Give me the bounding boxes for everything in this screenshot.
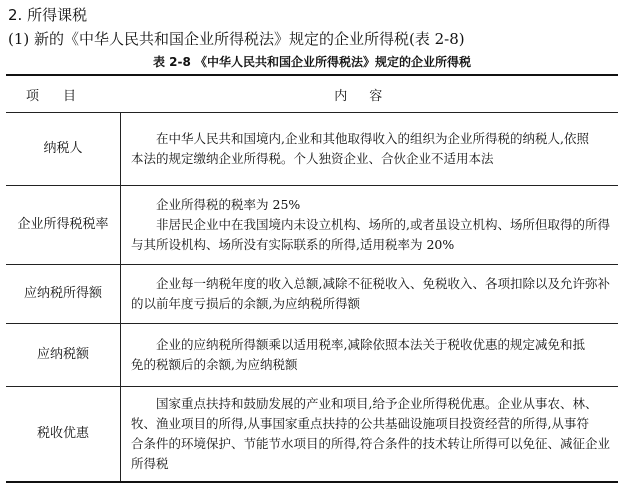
row-item-tax-payable: 应纳税额 [6, 324, 121, 387]
content-line: 合条件的环境保护、节能节水项目的所得,符合条件的技术转让所得可以免征、减征企业 [131, 436, 610, 451]
content-line: 国家重点扶持和鼓励发展的产业和项目,给予企业所得税优惠。企业从事农、林、 [156, 396, 598, 411]
header-item: 项目 [6, 75, 121, 113]
content-line: 在中华人民共和国境内,企业和其他取得收入的组织为企业所得税的纳税人,依照 [156, 131, 589, 146]
section-heading: 2. 所得课税 [8, 6, 88, 24]
table-row [6, 324, 618, 387]
row-content-tax-incentives [121, 387, 618, 483]
table-row [6, 387, 618, 483]
content-line: 的以前年度亏损后的余额,为应纳税所得额 [131, 296, 360, 311]
content-line: 本法的规定缴纳企业所得税。个人独资企业、合伙企业不适用本法 [131, 151, 494, 166]
row-item-tax-incentives: 税收优惠 [6, 387, 121, 483]
row-content-tax-payable [121, 324, 618, 387]
content-line: 企业每一纳税年度的收入总额,减除不征税收入、免税收入、各项扣除以及允许弥补 [156, 276, 610, 291]
content-line: 免的税额后的余额,为应纳税额 [131, 357, 298, 372]
table-caption: 表 2-8 《中华人民共和国企业所得税法》规定的企业所得税 [152, 55, 472, 69]
content-line: 与其所设机构、场所没有实际联系的所得,适用税率为 20% [131, 237, 455, 252]
row-item-taxable-income: 应纳税所得额 [6, 265, 121, 324]
content-line: 企业的应纳税所得额乘以适用税率,减除依照本法关于税收优惠的规定减免和抵 [156, 337, 585, 352]
content-line: 非居民企业中在我国境内未设立机构、场所的,或者虽设立机构、场所但取得的所得 [156, 217, 610, 232]
subsection-heading: (1) 新的《中华人民共和国企业所得税法》规定的企业所得税(表 2-8) [8, 30, 465, 48]
table-row [6, 265, 618, 324]
row-item-taxpayer: 纳税人 [6, 113, 121, 186]
header-content: 内容 [121, 75, 618, 113]
table-header-row [6, 75, 618, 113]
row-content-taxable-income [121, 265, 618, 324]
content-line: 牧、渔业项目的所得,从事国家重点扶持的公共基础设施项目投资经营的所得,从事符 [131, 416, 589, 431]
table-row [6, 186, 618, 265]
content-line: 企业所得税的税率为 25% [156, 197, 301, 212]
table-row [6, 113, 618, 186]
content-line: 所得税 [131, 456, 169, 471]
row-content-tax-rate [121, 186, 618, 265]
row-item-tax-rate: 企业所得税税率 [6, 186, 121, 265]
row-content-taxpayer [121, 113, 618, 186]
tax-table [6, 74, 618, 483]
